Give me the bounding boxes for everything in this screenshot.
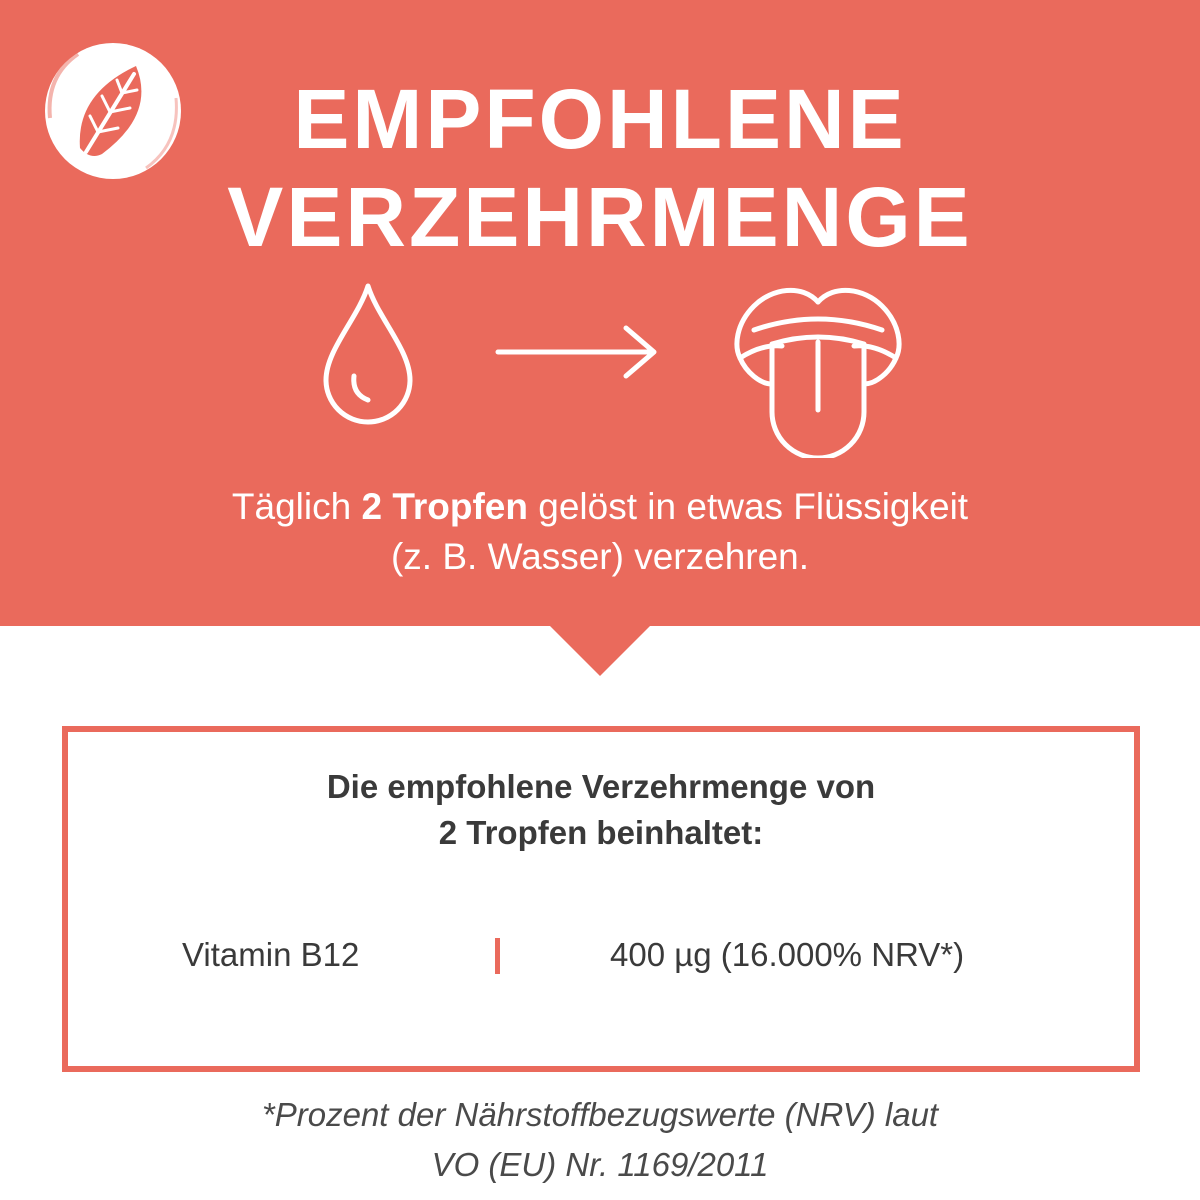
instruction-prefix: Täglich (231, 486, 362, 527)
arrow-right-icon (494, 322, 662, 382)
footnote-line-1: *Prozent der Nährstoffbezugswerte (NRV) laut (261, 1096, 939, 1133)
title-line-2: VERZEHRMENGE (227, 170, 973, 264)
dosage-instruction (0, 482, 1200, 582)
page-title (0, 70, 1200, 266)
drop-icon (318, 280, 418, 430)
footnote (0, 1090, 1200, 1190)
nutrient-divider (495, 938, 500, 974)
info-title (68, 764, 1134, 856)
mouth-tongue-icon (732, 280, 904, 458)
nutrient-amount: 400 µg (16.000% NRV*) (610, 936, 965, 973)
banner-pointer (548, 624, 652, 676)
instruction-line-1 (0, 482, 1200, 532)
instruction-dose: 2 Tropfen (361, 486, 528, 527)
footnote-line-2: VO (EU) Nr. 1169/2011 (431, 1146, 769, 1183)
info-title-line-1: Die empfohlene Verzehrmenge von (326, 768, 876, 805)
instruction-line-2: (z. B. Wasser) verzehren. (390, 536, 810, 577)
info-title-line-2: 2 Tropfen beinhaltet: (438, 814, 764, 851)
title-line-1: EMPFOHLENE (293, 72, 907, 166)
instruction-suffix: gelöst in etwas Flüssigkeit (528, 486, 969, 527)
nutrient-info-box (62, 726, 1140, 1072)
nutrient-name: Vitamin B12 (182, 936, 360, 973)
